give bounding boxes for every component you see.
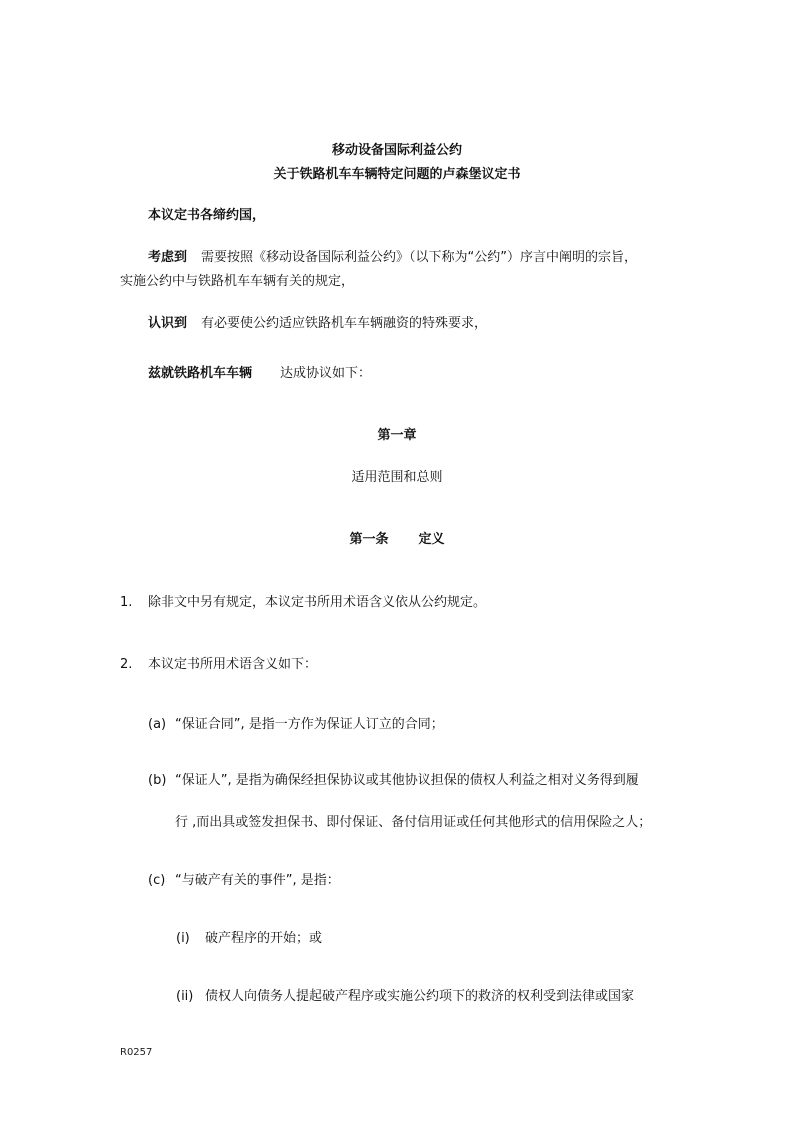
paragraph-1-number: 1. bbox=[120, 595, 133, 610]
document-title-line1: 移动设备国际利益公约 bbox=[331, 143, 462, 158]
article-name: 定义 bbox=[418, 532, 445, 547]
considering-text-1: 需要按照《移动设备国际利益公约》（以下称为“公约”）序言中阐明的宗旨， bbox=[201, 250, 637, 265]
item-b-text-1: “保证人”, 是指为确保经担保协议或其他协议担保的债权人利益之相对义务得到履 bbox=[175, 773, 639, 788]
paragraph-1-text: 除非文中另有规定，本议定书所用术语含义依从公约规定。 bbox=[148, 595, 487, 610]
preamble-agreed bbox=[148, 365, 371, 383]
considering-text-2: 实施公约中与铁路机车车辆有关的规定， bbox=[120, 274, 355, 289]
item-a-label: (a) bbox=[148, 717, 167, 732]
paragraph-2-number: 2. bbox=[120, 657, 133, 672]
agreed-text: 达成协议如下： bbox=[280, 366, 372, 381]
recognising-text: 有必要使公约适应铁路机车车辆融资的特殊要求， bbox=[201, 316, 488, 331]
article-number: 第一条 bbox=[349, 532, 389, 547]
subitem-i-label: (i) bbox=[176, 931, 190, 946]
chapter-subtitle: 适用范围和总则 bbox=[351, 470, 443, 485]
item-b-text-2: 行 ,而出具或签发担保书、即付保证、备付信用证或任何其他形式的信用保险之人； bbox=[175, 815, 652, 830]
item-c-label: (c) bbox=[148, 873, 166, 888]
article-heading bbox=[0, 531, 794, 549]
document-title-line2: 关于铁路机车车辆特定问题的卢森堡议定书 bbox=[273, 167, 521, 182]
chapter-heading: 第一章 bbox=[377, 428, 417, 443]
paragraph-2-text: 本议定书所用术语含义如下： bbox=[148, 657, 318, 672]
recognising-label: 认识到 bbox=[148, 316, 188, 331]
considering-label: 考虑到 bbox=[148, 250, 188, 265]
preamble-recognising bbox=[148, 315, 487, 333]
subitem-ii-text: 债权人向债务人提起破产程序或实施公约项下的救济的权利受到法律或国家 bbox=[205, 989, 635, 1004]
item-c-text: “与破产有关的事件”, 是指： bbox=[175, 873, 340, 888]
item-b-label: (b) bbox=[148, 773, 167, 788]
preamble-considering bbox=[148, 249, 637, 267]
preamble-parties: 本议定书各缔约国， bbox=[148, 208, 266, 223]
agreed-label: 兹就铁路机车车辆 bbox=[148, 366, 253, 381]
item-a-text: “保证合同”, 是指一方作为保证人订立的合同； bbox=[175, 717, 444, 732]
subitem-i-text: 破产程序的开始；或 bbox=[205, 931, 323, 946]
subitem-ii-label: (ii) bbox=[176, 989, 194, 1004]
footer-document-code: R0257 bbox=[120, 1047, 153, 1058]
